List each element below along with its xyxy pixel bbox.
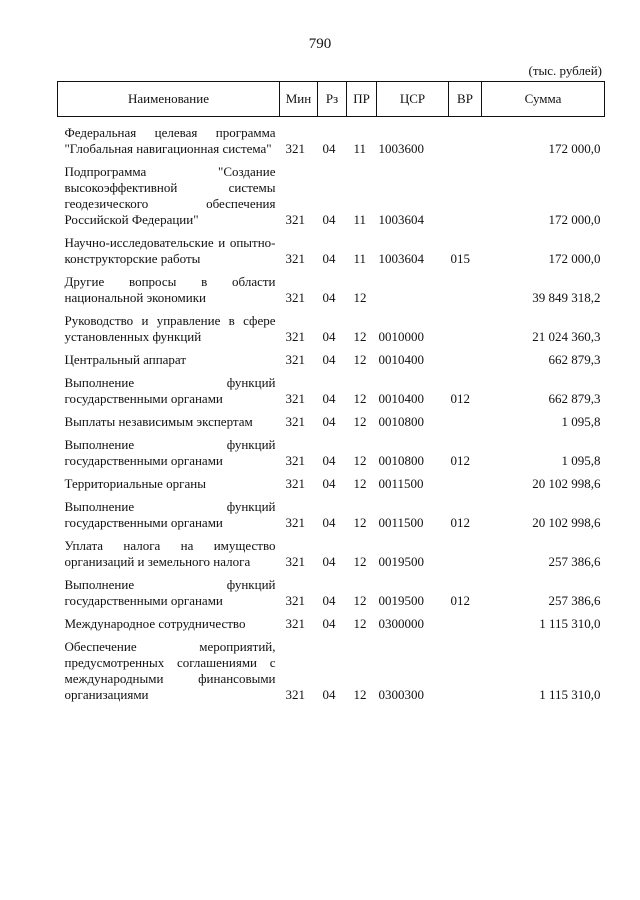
cell-name: Выполнение функций государственными органами bbox=[64, 437, 276, 468]
cell-pr: 12 bbox=[353, 515, 367, 530]
cell-name: Выплаты независимым экспертам bbox=[64, 414, 253, 429]
cell-vr bbox=[449, 313, 482, 352]
cell-name: Федеральная целевая программа "Глобальная навигационная система" bbox=[64, 125, 276, 156]
cell-csr: 0300300 bbox=[378, 687, 424, 702]
budget-table bbox=[57, 81, 605, 710]
cell-vr bbox=[449, 352, 482, 375]
header-pr: ПР bbox=[347, 82, 377, 117]
cell-sum: 662 879,3 bbox=[548, 352, 601, 367]
cell-min: 321 bbox=[285, 251, 305, 266]
cell-min: 321 bbox=[285, 687, 305, 702]
table-body bbox=[58, 117, 605, 711]
table-header-row bbox=[58, 82, 605, 117]
cell-sum: 172 000,0 bbox=[548, 251, 601, 266]
table-row bbox=[58, 164, 605, 235]
cell-name: Уплата налога на имущество организаций и земельного налога bbox=[64, 538, 276, 569]
table-row bbox=[58, 414, 605, 437]
page-number: 790 bbox=[308, 36, 332, 52]
cell-min: 321 bbox=[285, 476, 305, 491]
cell-name: Территориальные органы bbox=[64, 476, 206, 491]
cell-pr: 11 bbox=[353, 141, 367, 156]
cell-name: Выполнение функций государственными органами bbox=[64, 499, 276, 530]
table-row bbox=[58, 313, 605, 352]
cell-sum: 21 024 360,3 bbox=[532, 329, 601, 344]
cell-csr: 0010800 bbox=[378, 453, 424, 468]
table-row bbox=[58, 499, 605, 538]
header-min: Мин bbox=[280, 82, 318, 117]
cell-rz: 04 bbox=[322, 290, 336, 305]
table-row bbox=[58, 538, 605, 577]
table-row bbox=[58, 616, 605, 639]
cell-name: Выполнение функций государственными органами bbox=[64, 577, 276, 608]
table-row bbox=[58, 274, 605, 313]
cell-min: 321 bbox=[285, 290, 305, 305]
cell-min: 321 bbox=[285, 515, 305, 530]
header-vr: ВР bbox=[449, 82, 482, 117]
cell-vr: 012 bbox=[450, 515, 470, 530]
cell-rz: 04 bbox=[322, 391, 336, 406]
cell-sum: 1 115 310,0 bbox=[539, 687, 601, 702]
cell-name: Обеспечение мероприятий, предусмотренных соглашениями с международными финансовыми организациями bbox=[64, 639, 276, 702]
table-row bbox=[58, 375, 605, 414]
cell-pr: 12 bbox=[353, 453, 367, 468]
cell-vr bbox=[449, 117, 482, 165]
cell-csr: 0019500 bbox=[378, 593, 424, 608]
cell-vr: 012 bbox=[450, 593, 470, 608]
cell-rz: 04 bbox=[322, 141, 336, 156]
cell-csr: 0010000 bbox=[378, 329, 424, 344]
cell-min: 321 bbox=[285, 593, 305, 608]
cell-sum: 20 102 998,6 bbox=[532, 476, 601, 491]
cell-min: 321 bbox=[285, 554, 305, 569]
cell-rz: 04 bbox=[322, 212, 336, 227]
table-row bbox=[58, 639, 605, 710]
cell-rz: 04 bbox=[322, 352, 336, 367]
cell-pr: 12 bbox=[353, 554, 367, 569]
table-row bbox=[58, 352, 605, 375]
cell-sum: 172 000,0 bbox=[548, 212, 601, 227]
units-label: (тыс. рублей) bbox=[528, 63, 602, 78]
cell-rz: 04 bbox=[322, 593, 336, 608]
cell-pr: 12 bbox=[353, 329, 367, 344]
cell-csr: 0010400 bbox=[378, 352, 424, 367]
cell-pr: 12 bbox=[353, 687, 367, 702]
cell-min: 321 bbox=[285, 453, 305, 468]
cell-name: Международное сотрудничество bbox=[64, 616, 246, 631]
cell-rz: 04 bbox=[322, 687, 336, 702]
cell-vr: 012 bbox=[450, 391, 470, 406]
cell-vr bbox=[449, 476, 482, 499]
cell-sum: 1 095,8 bbox=[561, 453, 601, 468]
table-row bbox=[58, 117, 605, 165]
cell-sum: 257 386,6 bbox=[548, 554, 601, 569]
cell-min: 321 bbox=[285, 616, 305, 631]
cell-rz: 04 bbox=[322, 329, 336, 344]
cell-name: Центральный аппарат bbox=[64, 352, 187, 367]
cell-csr: 0011500 bbox=[378, 476, 424, 491]
cell-name: Подпрограмма "Создание высокоэффективной системы геодезического обеспечения Российской Федерации" bbox=[64, 164, 276, 227]
cell-pr: 11 bbox=[353, 212, 367, 227]
cell-pr: 12 bbox=[353, 616, 367, 631]
cell-sum: 1 095,8 bbox=[561, 414, 601, 429]
cell-vr bbox=[449, 639, 482, 710]
cell-csr: 0010800 bbox=[378, 414, 424, 429]
cell-rz: 04 bbox=[322, 453, 336, 468]
cell-sum: 39 849 318,2 bbox=[532, 290, 601, 305]
cell-min: 321 bbox=[285, 141, 305, 156]
cell-rz: 04 bbox=[322, 251, 336, 266]
cell-pr: 12 bbox=[353, 593, 367, 608]
cell-pr: 12 bbox=[353, 391, 367, 406]
table-row bbox=[58, 437, 605, 476]
cell-name: Руководство и управление в сфере установленных функций bbox=[64, 313, 276, 344]
cell-min: 321 bbox=[285, 352, 305, 367]
cell-csr: 0011500 bbox=[378, 515, 424, 530]
cell-csr: 0300000 bbox=[378, 616, 424, 631]
cell-rz: 04 bbox=[322, 515, 336, 530]
cell-pr: 12 bbox=[353, 414, 367, 429]
cell-pr: 12 bbox=[353, 352, 367, 367]
cell-rz: 04 bbox=[322, 616, 336, 631]
header-rz: Рз bbox=[318, 82, 347, 117]
cell-sum: 1 115 310,0 bbox=[539, 616, 601, 631]
cell-vr: 015 bbox=[450, 251, 470, 266]
cell-min: 321 bbox=[285, 414, 305, 429]
cell-min: 321 bbox=[285, 391, 305, 406]
cell-vr: 012 bbox=[450, 453, 470, 468]
cell-name: Выполнение функций государственными органами bbox=[64, 375, 276, 406]
cell-pr: 11 bbox=[353, 251, 367, 266]
cell-rz: 04 bbox=[322, 414, 336, 429]
cell-csr: 0010400 bbox=[378, 391, 424, 406]
cell-csr bbox=[377, 274, 449, 313]
cell-rz: 04 bbox=[322, 476, 336, 491]
cell-min: 321 bbox=[285, 212, 305, 227]
cell-name: Научно-исследовательские и опытно-конструкторские работы bbox=[64, 235, 276, 266]
header-sum: Сумма bbox=[482, 82, 605, 117]
cell-csr: 0019500 bbox=[378, 554, 424, 569]
table-row bbox=[58, 235, 605, 274]
cell-vr bbox=[449, 274, 482, 313]
cell-vr bbox=[449, 538, 482, 577]
header-csr: ЦСР bbox=[377, 82, 449, 117]
cell-csr: 1003604 bbox=[378, 212, 424, 227]
cell-csr: 1003600 bbox=[378, 141, 424, 156]
cell-pr: 12 bbox=[353, 290, 367, 305]
cell-sum: 662 879,3 bbox=[548, 391, 601, 406]
cell-sum: 257 386,6 bbox=[548, 593, 601, 608]
table-row bbox=[58, 476, 605, 499]
cell-vr bbox=[449, 616, 482, 639]
cell-vr bbox=[449, 414, 482, 437]
cell-min: 321 bbox=[285, 329, 305, 344]
header-name: Наименование bbox=[58, 82, 280, 117]
cell-vr bbox=[449, 164, 482, 235]
cell-pr: 12 bbox=[353, 476, 367, 491]
cell-sum: 20 102 998,6 bbox=[532, 515, 601, 530]
cell-name: Другие вопросы в области национальной экономики bbox=[64, 274, 276, 305]
cell-sum: 172 000,0 bbox=[548, 141, 601, 156]
table-row bbox=[58, 577, 605, 616]
cell-csr: 1003604 bbox=[378, 251, 424, 266]
cell-rz: 04 bbox=[322, 554, 336, 569]
